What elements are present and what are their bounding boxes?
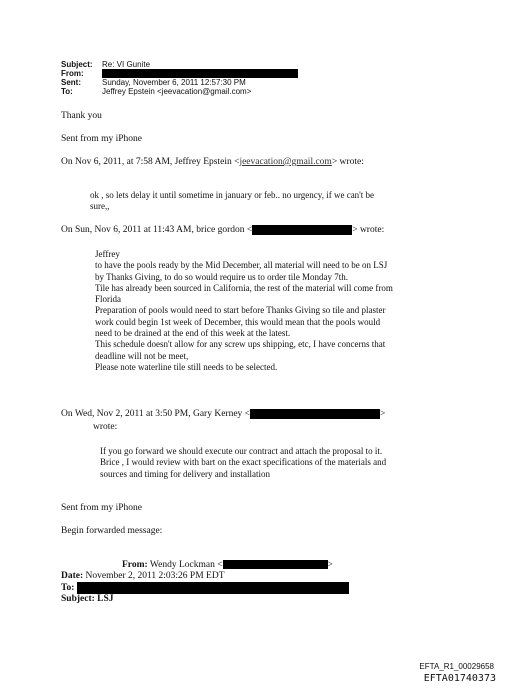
forwarded-from-label: From: xyxy=(122,560,148,570)
forwarded-to xyxy=(61,582,349,594)
quote1-intro-pre: On Nov 6, 2011, at 7:58 AM, Jeffrey Epstein < xyxy=(61,157,240,167)
from-label: From: xyxy=(61,69,84,78)
forwarded-subject xyxy=(61,594,114,605)
forwarded-to-redaction xyxy=(77,582,349,594)
quote2-body xyxy=(95,249,393,373)
quote3-body xyxy=(100,446,386,480)
sent-from-iphone-2: Sent from my iPhone xyxy=(61,503,143,513)
quote2-line: by Thanks Giving, to do so would require us to order tile Monday 7th. xyxy=(95,271,349,282)
subject-label: Subject: xyxy=(61,60,93,69)
forwarded-date-label: Date: xyxy=(61,571,84,581)
quote2-line: to have the pools ready by the Mid December, all material will need to be on LSJ xyxy=(95,260,388,271)
to-value: Jeffrey Epstein <jeevacation@gmail.com> xyxy=(102,87,252,96)
quote2-line: deadline will not be meet, xyxy=(95,350,189,361)
quote2-intro-post: > wrote: xyxy=(352,225,385,235)
forwarded-to-label: To: xyxy=(61,583,75,594)
quote2-line: need to be drained at the end of this week at the latest. xyxy=(95,328,291,339)
quote3-email-redaction xyxy=(250,409,380,419)
email-header xyxy=(61,60,361,100)
forwarded-from xyxy=(122,560,333,571)
quote1-line: sure,, xyxy=(90,201,110,212)
thank-you-text: Thank you xyxy=(61,111,102,121)
subject-value: Re: VI Gunite xyxy=(102,60,151,69)
forwarded-subject-label: Subject: xyxy=(61,594,95,604)
quote2-line: This schedule doesn't allow for any screw ups shipping, etc, I have concerns that xyxy=(95,339,386,350)
quote2-line: Preparation of pools would need to start before Thanks Giving so tile and plaster xyxy=(95,305,386,316)
bates-number-large: EFTA01740373 xyxy=(423,673,496,684)
to-label: To: xyxy=(61,87,73,96)
begin-forwarded: Begin forwarded message: xyxy=(61,526,163,536)
sent-label: Sent: xyxy=(61,78,81,87)
quote2-line: Jeffrey xyxy=(95,249,120,259)
quote3-wrote: wrote: xyxy=(93,422,118,432)
quote1-email-link[interactable]: jeevacation@gmail.com xyxy=(239,157,332,167)
quote3-intro xyxy=(61,408,385,420)
forwarded-subject-value: LSJ xyxy=(94,594,114,604)
quote2-intro xyxy=(61,224,384,236)
forwarded-from-name: Wendy Lockman < xyxy=(147,560,223,570)
bates-number-small: EFTA_R1_00029658 xyxy=(419,662,494,671)
sent-from-iphone-1: Sent from my iPhone xyxy=(61,134,143,144)
quote2-line: Florida xyxy=(95,294,121,305)
quote3-intro-post: > xyxy=(380,409,386,419)
forwarded-date xyxy=(61,571,225,582)
forwarded-from-close: > xyxy=(327,560,333,570)
quote3-line: If you go forward we should execute our contract and attach the proposal to it. xyxy=(100,446,383,456)
forwarded-from-redaction xyxy=(223,560,328,569)
from-redaction xyxy=(102,69,298,78)
quote2-line: Tile has already been sourced in California, the rest of the material will come from xyxy=(95,282,393,293)
quote2-line: Please note waterline tile still needs to be selected. xyxy=(95,361,278,372)
sent-value: Sunday, November 6, 2011 12:57:30 PM xyxy=(102,78,246,87)
quote1-intro xyxy=(61,156,364,168)
quote1-line: ok , so lets delay it until sometime in january or feb.. no urgency, if we can't be xyxy=(90,190,375,200)
quote2-intro-pre: On Sun, Nov 6, 2011 at 11:43 AM, brice gordon < xyxy=(61,225,253,235)
forwarded-date-value: November 2, 2011 2:03:26 PM EDT xyxy=(83,571,225,581)
quote2-email-redaction xyxy=(252,225,352,235)
quote3-intro-pre: On Wed, Nov 2, 2011 at 3:50 PM, Gary Kerney < xyxy=(61,409,251,419)
quote3-line: sources and timing for delivery and installation xyxy=(100,468,270,479)
quote2-line: work could begin 1st week of December, this would mean that the pools would xyxy=(95,316,381,327)
quote1-intro-post: > wrote: xyxy=(331,157,364,167)
quote1-body xyxy=(90,190,374,213)
quote3-line: Brice , I would review with bart on the exact specifications of the materials and xyxy=(100,457,387,468)
